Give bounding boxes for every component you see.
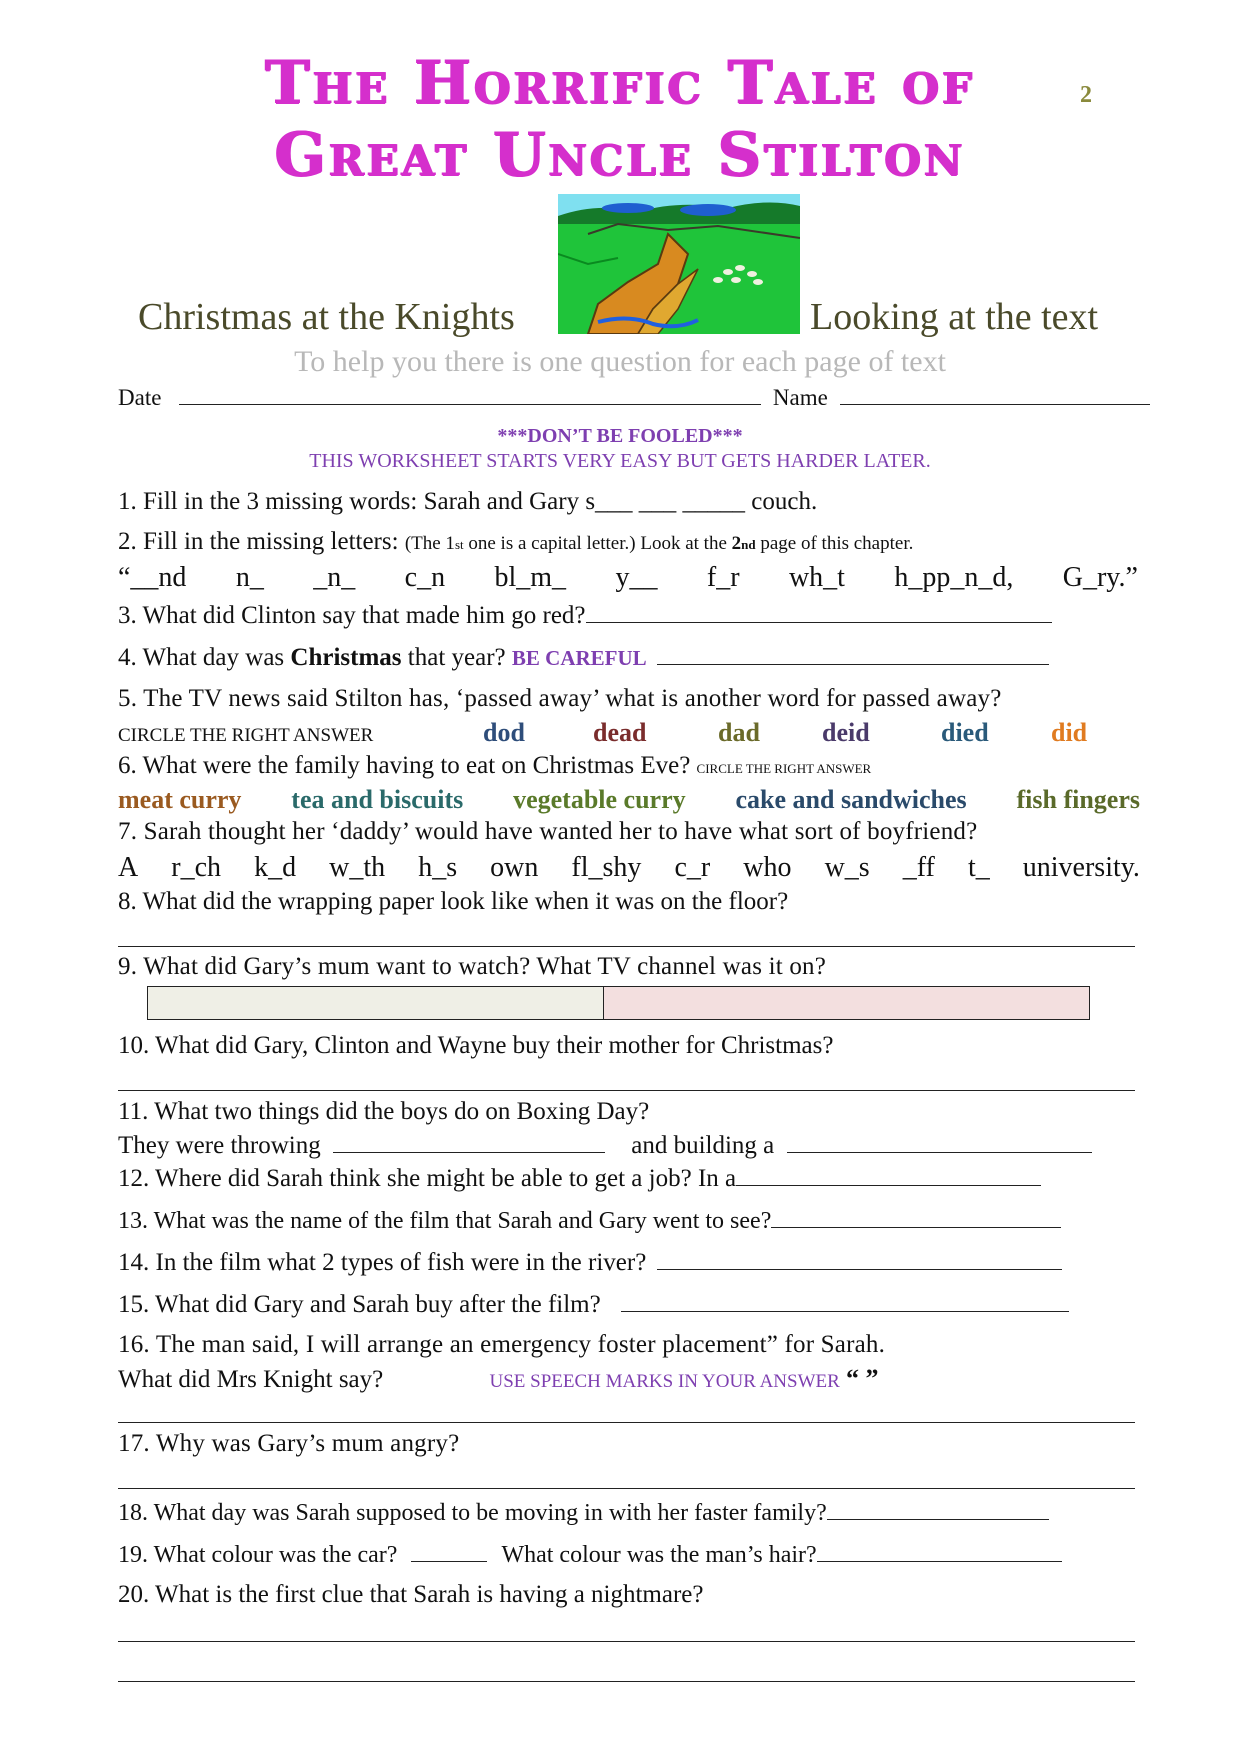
question-19 xyxy=(118,1539,1062,1569)
date-field[interactable] xyxy=(179,382,761,405)
question-2-sup-st: st xyxy=(454,537,464,552)
answer-field[interactable] xyxy=(657,1247,1062,1270)
missing-word: w_th xyxy=(329,852,386,883)
question-14-text: 14. In the film what 2 types of fish were in the river? xyxy=(118,1249,647,1276)
question-11-answers xyxy=(118,1130,1092,1160)
missing-word: c_n xyxy=(404,562,446,593)
answer-option-dad[interactable]: dad xyxy=(718,718,760,747)
notice-line1: ***DON’T BE FOOLED*** xyxy=(497,425,743,447)
answer-option-deid[interactable]: deid xyxy=(822,718,870,747)
answer-field[interactable] xyxy=(827,1497,1049,1520)
question-2-missing-letters xyxy=(118,562,1138,594)
page-number: 2 xyxy=(1080,82,1092,108)
question-3 xyxy=(118,600,1052,630)
speech-marks-hint: USE SPEECH MARKS IN YOUR ANSWER xyxy=(489,1371,840,1392)
answer-field[interactable] xyxy=(817,1539,1062,1562)
question-16-text-b: What did Mrs Knight say? xyxy=(118,1366,384,1393)
question-4-text-a: 4. What day was xyxy=(118,644,291,671)
answer-line[interactable] xyxy=(118,1488,1135,1489)
missing-word: own xyxy=(490,852,539,883)
question-6-options xyxy=(118,785,1140,815)
missing-word: _ff xyxy=(902,852,935,883)
answer-field[interactable] xyxy=(771,1205,1061,1228)
question-2-note-c: page of this chapter. xyxy=(755,533,914,554)
question-18 xyxy=(118,1497,1049,1527)
question-14 xyxy=(118,1247,1062,1277)
question-17: 17. Why was Gary’s mum angry? xyxy=(118,1430,460,1457)
speech-marks-glyph: “ ” xyxy=(846,1364,879,1393)
question-19-car-text: 19. What colour was the car? xyxy=(118,1542,398,1568)
question-13-text: 13. What was the name of the film that Sarah and Gary went to see? xyxy=(118,1208,772,1234)
question-6 xyxy=(118,752,871,780)
question-4-bold-word: Christmas xyxy=(290,644,402,671)
question-3-text: 3. What did Clinton say that made him go red? xyxy=(118,602,586,629)
missing-word: r_ch xyxy=(171,852,222,883)
missing-word: fl_shy xyxy=(571,852,642,883)
tv-channel-answer-box[interactable] xyxy=(603,986,1090,1020)
question-9: 9. What did Gary’s mum want to watch? What TV channel was it on? xyxy=(118,953,827,980)
question-2-note-b: one is a capital letter.) Look at the xyxy=(463,533,732,554)
missing-word: wh_t xyxy=(788,562,845,593)
answer-line[interactable] xyxy=(118,1641,1135,1642)
question-2 xyxy=(118,528,913,556)
question-4-text-b: that year? xyxy=(401,644,512,671)
missing-word: c_r xyxy=(674,852,711,883)
question-11-throwing-label: They were throwing xyxy=(118,1132,321,1159)
date-row xyxy=(118,382,1138,411)
answer-field[interactable] xyxy=(411,1539,487,1562)
question-5: 5. The TV news said Stilton has, ‘passed away’ what is another word for passed away? xyxy=(118,685,1002,712)
question-19-hair-text: What colour was the man’s hair? xyxy=(501,1542,817,1568)
question-1: 1. Fill in the 3 missing words: Sarah and Gary s___ ___ _____ couch. xyxy=(118,488,818,515)
question-10: 10. What did Gary, Clinton and Wayne buy their mother for Christmas? xyxy=(118,1032,834,1059)
question-11: 11. What two things did the boys do on Boxing Day? xyxy=(118,1098,650,1125)
answer-option-tea-and-biscuits[interactable]: tea and biscuits xyxy=(291,785,464,814)
missing-word: who xyxy=(743,852,792,883)
question-2-note-a: (The 1 xyxy=(404,533,455,554)
answer-field[interactable] xyxy=(586,600,1052,623)
question-2-text: 2. Fill in the missing letters: xyxy=(118,528,405,555)
name-label: Name xyxy=(772,385,828,410)
date-label: Date xyxy=(118,385,162,410)
answer-option-cake-and-sandwiches[interactable]: cake and sandwiches xyxy=(735,785,967,814)
missing-word: _n_ xyxy=(313,562,356,593)
missing-word: k_d xyxy=(254,852,297,883)
worksheet-subtitle: Looking at the text xyxy=(810,296,1099,338)
missing-word: n_ xyxy=(235,562,264,593)
question-7: 7. Sarah thought her ‘daddy’ would have wanted her to have what sort of boyfriend? xyxy=(118,818,978,845)
worksheet-title-line1: The Horrific Tale of xyxy=(265,48,975,118)
tv-programme-answer-box[interactable] xyxy=(147,986,604,1020)
question-7-missing-letters xyxy=(118,852,1140,884)
missing-word: G_ry.” xyxy=(1062,562,1138,593)
answer-option-died[interactable]: died xyxy=(941,718,989,747)
question-11-building-label: and building a xyxy=(631,1132,775,1159)
answer-option-vegetable-curry[interactable]: vegetable curry xyxy=(513,785,686,814)
answer-option-fish-fingers[interactable]: fish fingers xyxy=(1016,785,1140,814)
chapter-subtitle: Christmas at the Knights xyxy=(138,296,515,338)
question-16-prompt xyxy=(118,1364,879,1394)
answer-field[interactable] xyxy=(333,1130,605,1153)
question-15-text: 15. What did Gary and Sarah buy after the film? xyxy=(118,1291,601,1318)
answer-option-did[interactable]: did xyxy=(1051,718,1088,747)
gorge-landscape-picture xyxy=(558,194,800,334)
helper-text: To help you there is one question for each page of text xyxy=(294,345,946,378)
answer-field[interactable] xyxy=(621,1289,1069,1312)
question-2-note-bold: 2 xyxy=(731,533,742,554)
question-6-text: 6. What were the family having to eat on Christmas Eve? xyxy=(118,752,697,779)
answer-option-dead[interactable]: dead xyxy=(593,718,647,747)
missing-word: “__nd xyxy=(118,562,187,593)
missing-word: f_r xyxy=(706,562,740,593)
notice-line2: THIS WORKSHEET STARTS VERY EASY BUT GETS HARDER LATER. xyxy=(309,450,931,472)
question-13 xyxy=(118,1205,1061,1235)
answer-line[interactable] xyxy=(118,1422,1135,1423)
be-careful-note: BE CAREFUL xyxy=(511,646,647,670)
missing-word: h_s xyxy=(418,852,458,883)
circle-answer-note: CIRCLE THE RIGHT ANSWER xyxy=(696,761,872,776)
question-15 xyxy=(118,1289,1069,1319)
question-8: 8. What did the wrapping paper look like when it was on the floor? xyxy=(118,888,789,915)
answer-option-meat-curry[interactable]: meat curry xyxy=(118,785,242,814)
missing-word: w_s xyxy=(824,852,870,883)
question-2-sup-nd: nd xyxy=(741,537,756,552)
missing-word: y__ xyxy=(615,562,658,593)
missing-word: t_ xyxy=(967,852,990,883)
question-20: 20. What is the first clue that Sarah is having a nightmare? xyxy=(118,1581,704,1608)
question-16: 16. The man said, I will arrange an emergency foster placement” for Sarah. xyxy=(118,1331,886,1358)
missing-word: A xyxy=(118,852,139,883)
answer-line[interactable] xyxy=(118,1681,1135,1682)
missing-word: bl_m_ xyxy=(494,562,567,593)
missing-word: h_pp_n_d, xyxy=(894,562,1014,593)
answer-line[interactable] xyxy=(118,946,1135,947)
question-12 xyxy=(118,1163,1041,1193)
answer-line[interactable] xyxy=(118,1090,1135,1091)
worksheet-title-line2: Great Uncle Stilton xyxy=(274,120,966,190)
answer-field[interactable] xyxy=(736,1163,1041,1186)
question-4 xyxy=(118,642,1049,672)
answer-field[interactable] xyxy=(657,642,1049,665)
name-field[interactable] xyxy=(840,382,1150,405)
circle-answer-note: CIRCLE THE RIGHT ANSWER xyxy=(118,725,374,746)
question-18-text: 18. What day was Sarah supposed to be moving in with her faster family? xyxy=(118,1500,827,1526)
answer-field[interactable] xyxy=(787,1130,1092,1153)
question-12-text: 12. Where did Sarah think she might be able to get a job? In a xyxy=(118,1165,737,1192)
missing-word: university. xyxy=(1022,852,1140,883)
answer-option-dod[interactable]: dod xyxy=(483,718,525,747)
